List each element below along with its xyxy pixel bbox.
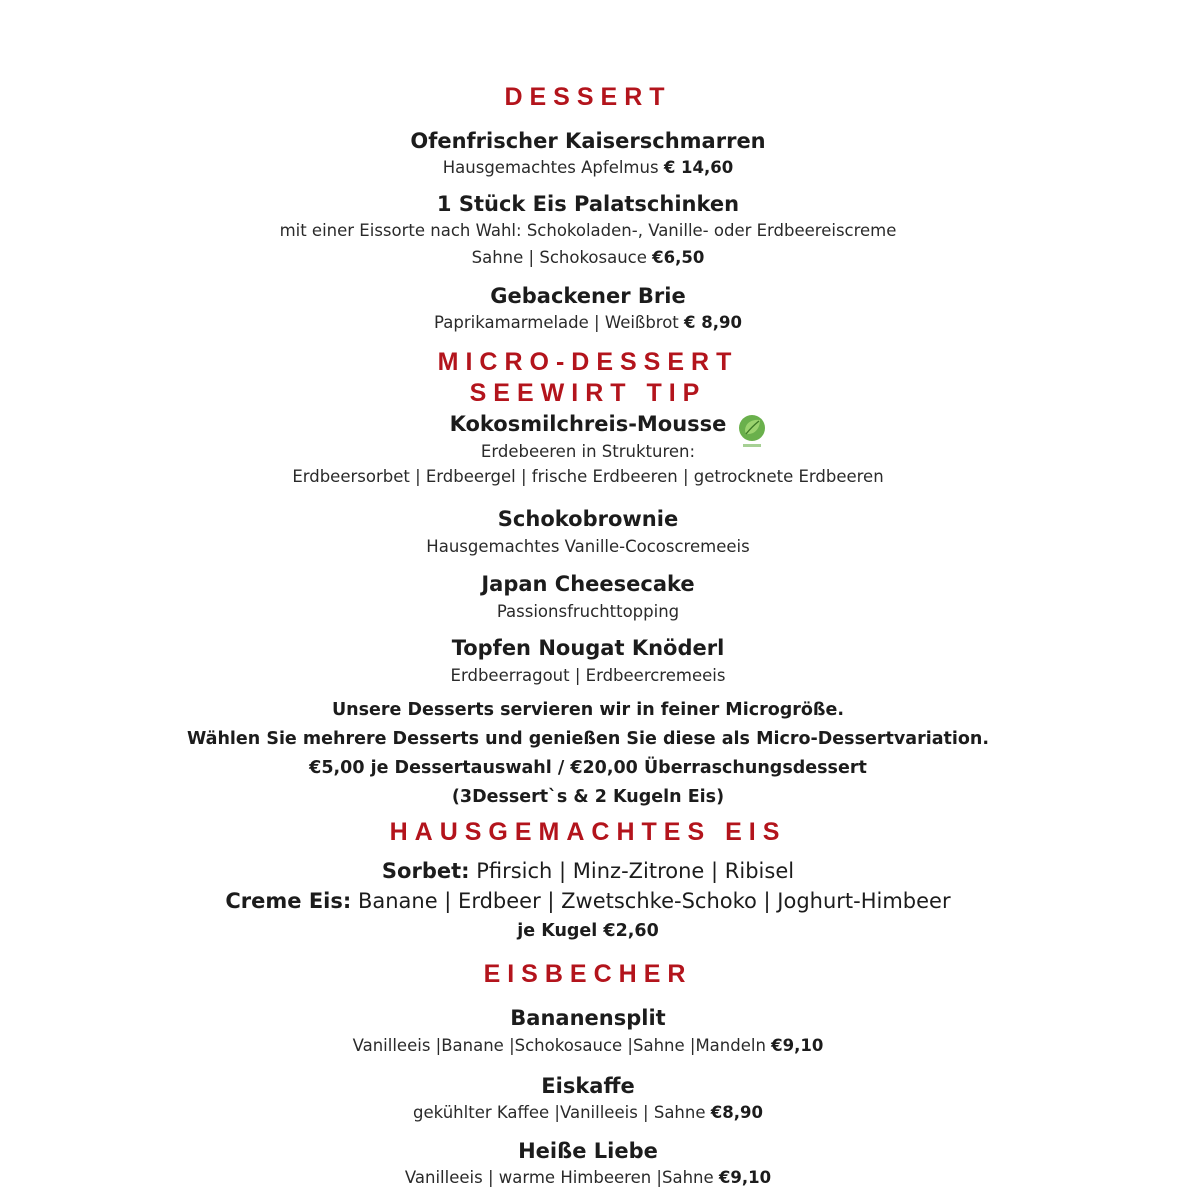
micro-note-4: (3Dessert`s & 2 Kugeln Eis) bbox=[451, 787, 725, 807]
eisbecher-item-2-name: Eiskaffe bbox=[541, 1074, 635, 1098]
eisbecher-heading: EISBECHER bbox=[483, 960, 693, 988]
eisbecher-item-1-name: Bananensplit bbox=[510, 1006, 666, 1030]
price: €6,50 bbox=[652, 248, 705, 267]
creme-eis-line bbox=[0, 886, 1176, 916]
micro-item-4-desc: Erdbeerragout | Erdbeercremeeis bbox=[450, 666, 726, 685]
micro-item-1-desc-1: Erdebeeren in Strukturen: bbox=[480, 442, 696, 461]
eis-price: je Kugel €2,60 bbox=[517, 921, 659, 941]
sorbet-label: Sorbet: bbox=[381, 859, 470, 883]
eisbecher-item-2-desc: gekühlter Kaffee |Vanilleeis | Sahne €8,90 bbox=[413, 1103, 763, 1122]
sorbet-line bbox=[0, 856, 1176, 886]
eisbecher-item-3-name: Heiße Liebe bbox=[518, 1139, 658, 1163]
micro-item-4-name: Topfen Nougat Knöderl bbox=[451, 636, 725, 660]
micro-item-1-desc-2: Erdbeersorbet | Erdbeergel | frische Erdbeeren | getrocknete Erdbeeren bbox=[292, 467, 884, 486]
dessert-item-1-desc: Hausgemachtes Apfelmus € 14,60 bbox=[442, 158, 734, 177]
price: €9,10 bbox=[771, 1036, 824, 1055]
dessert-item-2-name: 1 Stück Eis Palatschinken bbox=[436, 192, 740, 216]
micro-item-2-desc: Hausgemachtes Vanille-Cocoscremeeis bbox=[426, 537, 750, 556]
price: €8,90 bbox=[710, 1103, 763, 1122]
micro-note-3: €5,00 je Dessertauswahl / €20,00 Überraschungsdessert bbox=[309, 758, 867, 778]
creme-eis-values: Banane | Erdbeer | Zwetschke-Schoko | Joghurt-Himbeer bbox=[351, 889, 951, 913]
micro-item-1-name: Kokosmilchreis-Mousse bbox=[449, 412, 727, 436]
dessert-item-2-desc-2: Sahne | Schokosauce €6,50 bbox=[471, 248, 705, 267]
micro-item-2-name: Schokobrownie bbox=[497, 507, 679, 531]
price: € 8,90 bbox=[684, 313, 742, 332]
sorbet-values: Pfirsich | Minz-Zitrone | Ribisel bbox=[469, 859, 795, 883]
micro-dessert-heading: MICRO-DESSERT bbox=[437, 348, 739, 376]
dessert-item-2-desc-1: mit einer Eissorte nach Wahl: Schokoladen-, Vanille- oder Erdbeereiscreme bbox=[279, 221, 897, 240]
micro-item-3-desc: Passionsfruchttopping bbox=[496, 602, 680, 621]
price: € 14,60 bbox=[663, 158, 734, 177]
dessert-item-1-name: Ofenfrischer Kaiserschmarren bbox=[410, 129, 766, 153]
micro-note-2: Wählen Sie mehrere Desserts und genießen Sie diese als Micro-Dessertvariation. bbox=[186, 729, 990, 749]
micro-item-3-name: Japan Cheesecake bbox=[481, 572, 695, 596]
eisbecher-item-3-desc: Vanilleeis | warme Himbeeren |Sahne €9,10 bbox=[404, 1168, 772, 1187]
seewirt-tip-heading: SEEWIRT TIP bbox=[469, 379, 707, 407]
dessert-heading: DESSERT bbox=[504, 83, 672, 111]
hausgemachtes-eis-heading: HAUSGEMACHTES EIS bbox=[389, 818, 787, 846]
price: €9,10 bbox=[718, 1168, 772, 1187]
micro-note-1: Unsere Desserts servieren wir in feiner Microgröße. bbox=[331, 700, 845, 720]
dessert-item-3-name: Gebackener Brie bbox=[490, 284, 686, 308]
eisbecher-item-1-desc: Vanilleeis |Banane |Schokosauce |Sahne |Mandeln €9,10 bbox=[352, 1036, 824, 1055]
dessert-item-3-desc: Paprikamarmelade | Weißbrot € 8,90 bbox=[434, 313, 742, 332]
creme-eis-label: Creme Eis: bbox=[225, 889, 352, 913]
